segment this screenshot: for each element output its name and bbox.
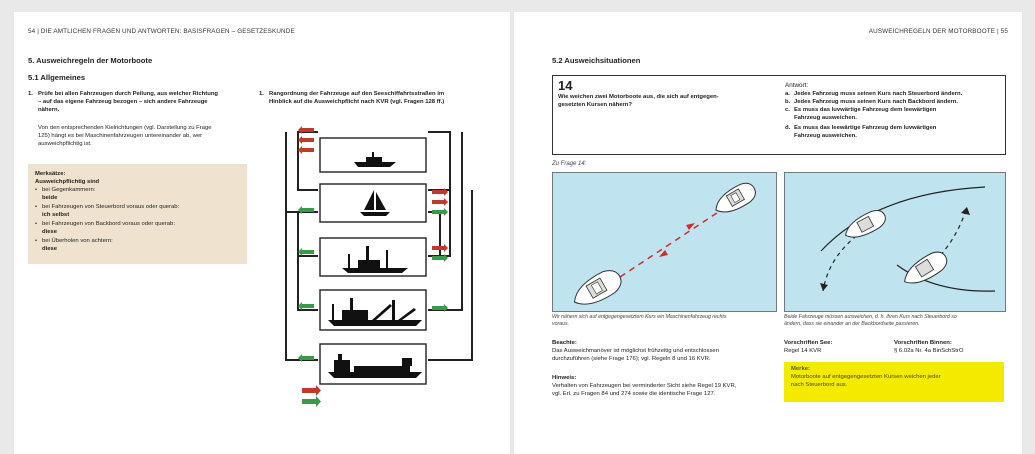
merksaetze-subtitle: Ausweichpflichtig sind	[35, 179, 100, 185]
caption-right-2: ändern, dass sie einander an der Backbordseite passieren.	[784, 321, 920, 327]
answer-d-text-2: Fahrzeug ausweichen.	[794, 133, 857, 139]
question-text-1: Wie weichen zwei Motorboote aus, die sich auf entgegen-	[558, 94, 719, 100]
merksaetze-box	[28, 164, 247, 264]
vorschriften-binnen-value: § 6.02a Nr. 4a BinSchStrO	[894, 348, 964, 354]
rangordnung-diagram	[262, 120, 482, 410]
course-line	[611, 201, 735, 283]
section-title: 5. Ausweichregeln der Motorboote	[28, 56, 153, 65]
vorschriften-see-title: Vorschriften See:	[784, 340, 833, 346]
page-header-right: AUSWEICHREGELN DER MOTORBOOTE | 55	[868, 28, 1008, 35]
subsection-title-left: 5.1 Allgemeines	[28, 73, 86, 82]
evasion-arrow-right-icon	[961, 207, 970, 215]
item2-line-2: Hinblick auf die Ausweichpflicht nach KVR (vgl. Fragen 128 ff.)	[269, 99, 445, 105]
answer-b-letter: b.	[785, 99, 791, 105]
item2-line-1: Rangordnung der Fahrzeuge auf den Seeschiffahrtsstraßen im	[269, 91, 445, 97]
item1-body-1: Von den entsprechenden Kielrichtungen (vgl. Darstellung zu Frage	[38, 125, 212, 131]
question-number: 14	[558, 78, 573, 93]
sailboat-icon	[360, 212, 390, 216]
motorboat-top-right-icon	[711, 179, 759, 219]
legend-arrows	[302, 385, 321, 407]
item1-line-2: – auf das eigene Fahrzeug bezogen – sich andere Fahrzeuge	[38, 99, 208, 105]
item1-body-2: 125) hängt es bei Maschinenfahrzeugen untereinander ab, wer	[38, 133, 203, 139]
item2-number: 1.	[259, 91, 264, 97]
merksatz-label-1: • bei Gegenkammern:	[42, 187, 95, 195]
hinweis-line-2: vgl. Erl. zu Fragen 84 und 274 sowie die identische Frage 127.	[552, 391, 716, 397]
answer-c-text-1: Es muss das luvwärtige Fahrzeug dem leewärtigen	[794, 107, 937, 113]
hinweis-title: Hinweis:	[552, 375, 577, 381]
beachte-line-2: durchzuführen (siehe Frage 176); vgl. Regeln 8 und 16 KVR.	[552, 356, 711, 362]
motorboat-upper-icon	[841, 206, 889, 243]
merksatz-value-3: diese	[42, 229, 58, 235]
item1-number: 1.	[28, 91, 33, 97]
merke-line-2: nach Steuerbord aus.	[791, 382, 848, 388]
tanker-icon	[328, 372, 422, 378]
motorboat-cabin-icon	[366, 157, 382, 162]
subsection-title-right: 5.2 Ausweichsituationen	[552, 56, 641, 65]
answer-c-text-2: Fahrzeug ausweichen.	[794, 115, 857, 121]
crane-vessel-icon	[328, 320, 422, 326]
answer-label: Antwort:	[785, 82, 809, 89]
merksaetze-title: Merksätze:	[35, 171, 66, 177]
merksatz-label-2: • bei Fahrzeugen von Steuerbord voraus oder querab:	[42, 204, 179, 212]
merksatz-value-4: diese	[42, 246, 58, 252]
caption-left-2: voraus.	[552, 321, 570, 327]
item1-line-3: nähern.	[38, 107, 60, 113]
right-page	[514, 12, 1022, 454]
merke-line-1: Motorboote auf entgegengesetzten Kursen weichen jeder	[791, 374, 941, 380]
answer-a-letter: a.	[785, 91, 790, 97]
answer-c-letter: c.	[785, 107, 790, 113]
illustration-evasion	[784, 172, 1006, 312]
answer-d-letter: d.	[785, 125, 791, 131]
question-text-2: gesetzten Kursen nähern?	[558, 102, 632, 108]
hinweis-line-1: Verhalten von Fahrzeugen bei verminderter Sicht siehe Regel 19 KVR,	[552, 383, 737, 389]
answer-a-text: Jedes Fahrzeug muss seinen Kurs nach Steuerbord ändern.	[794, 91, 963, 97]
left-page	[14, 12, 510, 454]
course-arrow-icon-2	[686, 223, 695, 230]
figure-label: Zu Frage 14:	[552, 161, 587, 167]
illustration-head-on	[552, 172, 777, 312]
answer-b-text: Jedes Fahrzeug muss seinen Kurs nach Backbord ändern.	[794, 99, 959, 105]
page-header-left: 54 | DIE AMTLICHEN FRAGEN UND ANTWORTEN: BASISFRAGEN – GESETZESKUNDE	[28, 28, 295, 35]
merksatz-value-2: ich selbst	[42, 212, 70, 218]
merke-title: Merke:	[791, 366, 810, 372]
caption-left-1: Wir nähern sich auf entgegengesetztem Kurs ein Maschinenfahrzeug rechts	[552, 314, 727, 320]
item1-body-3: ausweichpflichtig ist.	[38, 141, 92, 147]
separation-curve	[821, 187, 985, 251]
evasion-arrow-left-icon	[820, 283, 828, 291]
motorboat-bottom-left-icon	[568, 265, 625, 311]
beachte-title: Beachte:	[552, 340, 577, 346]
caption-right-1: Beide Fahrzeuge müssen ausweichen, d. h. ihren Kurs nach Steuerbord so	[784, 314, 957, 320]
merksatz-value-1: beide	[42, 195, 58, 201]
motorboat-lower-icon	[899, 248, 951, 291]
beachte-line-1: Das Ausweichmanöver ist möglichst frühzeitig und entschlossen	[552, 348, 719, 354]
motorboat-icon	[354, 162, 396, 167]
vorschriften-binnen-title: Vorschriften Binnen:	[894, 340, 952, 346]
merksatz-label-3: • bei Fahrzeugen von Backbord voraus oder querab:	[42, 221, 175, 229]
evasion-path-left	[823, 231, 863, 291]
question-box	[552, 75, 1006, 155]
vorschriften-see-value: Regel 14 KVR	[784, 348, 822, 354]
fishing-vessel-icon	[342, 268, 408, 273]
merke-box	[784, 362, 1004, 402]
answer-d-text-1: Es muss das leewärtige Fahrzeug dem luvwärtigen	[794, 125, 937, 131]
merksatz-label-4: • bei Überholen von achtern:	[42, 238, 113, 246]
item1-line-1: Prüfe bei allen Fahrzeugen durch Peilung, aus welcher Richtung	[38, 91, 219, 97]
